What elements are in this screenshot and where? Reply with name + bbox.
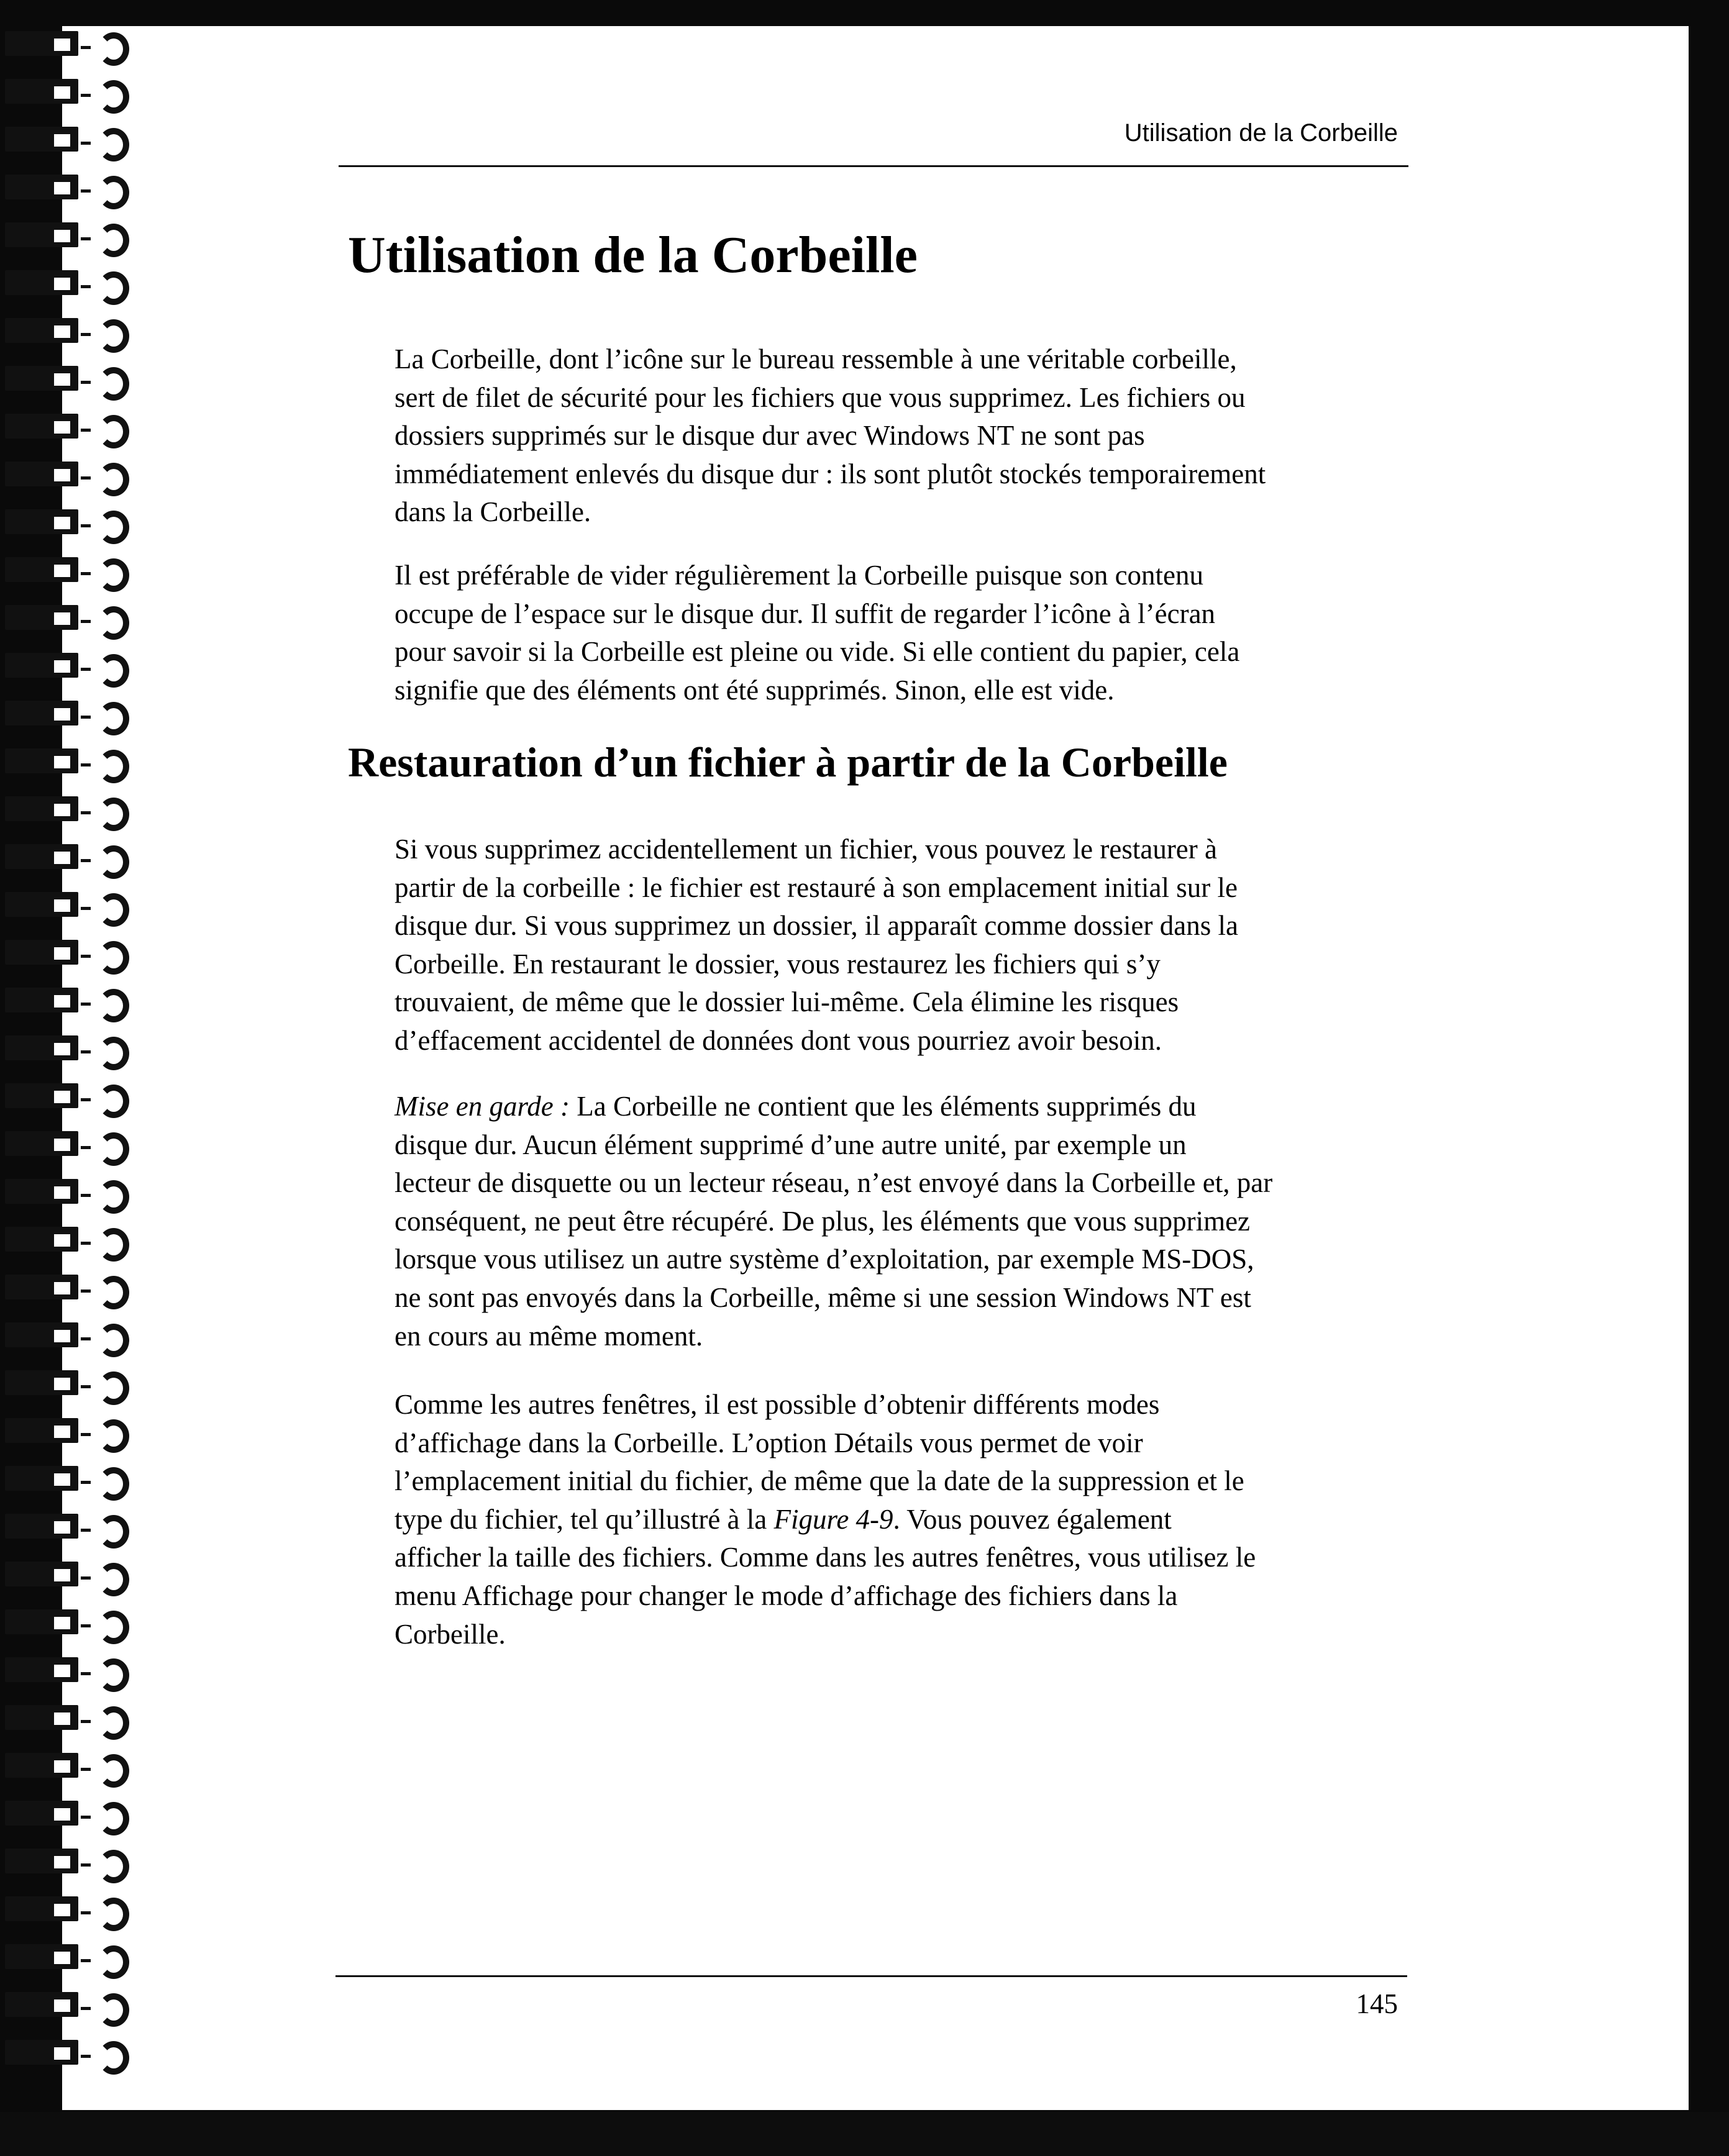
paragraph-intro xyxy=(395,340,1401,532)
paragraph-restore xyxy=(395,830,1401,1060)
paragraph-display-modes xyxy=(395,1386,1401,1653)
paragraph-line: Corbeille. xyxy=(395,1618,506,1650)
paragraph-line: Il est préférable de vider régulièrement la Corbeille puisque son contenu xyxy=(395,560,1204,591)
binding-ring xyxy=(0,414,143,440)
binding-ring xyxy=(0,844,143,870)
binding-ring xyxy=(0,1131,143,1157)
binding-ring xyxy=(0,1370,143,1396)
paragraph-line: trouvaient, de même que le dossier lui-même. Cela élimine les risques xyxy=(395,986,1179,1018)
binding-ring xyxy=(0,605,143,631)
page-title: Utilisation de la Corbeille xyxy=(348,226,918,284)
paragraph-line: La Corbeille, dont l’icône sur le bureau ressemble à une véritable corbeille, xyxy=(395,343,1237,375)
binding-ring xyxy=(0,1275,143,1301)
binding-ring xyxy=(0,1896,143,1922)
binding-ring xyxy=(0,31,143,57)
binding-ring xyxy=(0,1705,143,1731)
figure-line-pre: type du fichier, tel qu’illustré à la xyxy=(395,1503,774,1535)
paragraph-line: Comme les autres fenêtres, il est possible d’obtenir différents modes xyxy=(395,1389,1160,1420)
page-number: 145 xyxy=(1356,1988,1398,2019)
binding-ring xyxy=(0,270,143,296)
binding-ring xyxy=(0,892,143,918)
caution-remaining-lines xyxy=(395,1126,1401,1356)
paragraph-line: d’effacement accidentel de données dont vous pourriez avoir besoin. xyxy=(395,1024,1162,1056)
paragraph-line: occupe de l’espace sur le disque dur. Il suffit de regarder l’icône à l’écran xyxy=(395,598,1216,629)
binding-ring xyxy=(0,222,143,248)
binding-ring xyxy=(0,509,143,535)
section-title: Restauration d’un fichier à partir de la Corbeille xyxy=(348,739,1228,786)
display-modes-lines-after xyxy=(395,1539,1401,1653)
binding-ring xyxy=(0,557,143,583)
binding-ring xyxy=(0,79,143,105)
paragraph-line: disque dur. Si vous supprimez un dossier, il apparaît comme dossier dans la xyxy=(395,910,1238,942)
spiral-binding xyxy=(0,31,143,2099)
binding-ring xyxy=(0,1035,143,1062)
running-header: Utilisation de la Corbeille xyxy=(1124,119,1398,147)
binding-ring xyxy=(0,940,143,966)
binding-ring xyxy=(0,1562,143,1588)
paragraph-line: dans la Corbeille. xyxy=(395,496,591,528)
paragraph-line: en cours au même moment. xyxy=(395,1320,703,1352)
binding-ring xyxy=(0,2040,143,2066)
paragraph-line: l’emplacement initial du fichier, de même que la date de la suppression et le xyxy=(395,1465,1244,1497)
paragraph-line: afficher la taille des fichiers. Comme dans les autres fenêtres, vous utilisez le xyxy=(395,1542,1256,1573)
binding-ring xyxy=(0,1418,143,1444)
paragraph-line: ne sont pas envoyés dans la Corbeille, même si une session Windows NT est xyxy=(395,1281,1251,1313)
binding-ring xyxy=(0,1179,143,1205)
binding-ring xyxy=(0,318,143,344)
binding-ring xyxy=(0,1657,143,1683)
binding-ring xyxy=(0,1466,143,1492)
binding-ring xyxy=(0,462,143,488)
footer-rule xyxy=(335,1975,1407,1977)
binding-ring xyxy=(0,1849,143,1875)
paragraph-line: lecteur de disquette ou un lecteur réseau, n’est envoyé dans la Corbeille et, par xyxy=(395,1167,1273,1199)
binding-ring xyxy=(0,1753,143,1779)
caution-first-line xyxy=(395,1088,1401,1126)
display-modes-lines-before xyxy=(395,1386,1401,1501)
binding-ring xyxy=(0,653,143,679)
scan-bottom-edge xyxy=(0,2112,1729,2156)
paragraph-line: partir de la corbeille : le fichier est restauré à son emplacement initial sur le xyxy=(395,871,1238,903)
paragraph-line: dossiers supprimés sur le disque dur avec Windows NT ne sont pas xyxy=(395,420,1145,452)
binding-ring xyxy=(0,1322,143,1349)
binding-ring xyxy=(0,1992,143,2018)
binding-ring xyxy=(0,1514,143,1540)
figure-reference-line xyxy=(395,1501,1401,1539)
binding-ring xyxy=(0,127,143,153)
binding-ring xyxy=(0,1227,143,1253)
paragraph-line: d’affichage dans la Corbeille. L’option Détails vous permet de voir xyxy=(395,1427,1143,1458)
binding-ring xyxy=(0,1083,143,1109)
binding-ring xyxy=(0,1609,143,1635)
paragraph-line: menu Affichage pour changer le mode d’affichage des fichiers dans la xyxy=(395,1580,1178,1611)
figure-line-post: . Vous pouvez également xyxy=(893,1503,1172,1535)
paragraph-caution xyxy=(395,1088,1401,1355)
paragraph-line: lorsque vous utilisez un autre système d’exploitation, par exemple MS-DOS, xyxy=(395,1244,1254,1275)
paragraph-line: signifie que des éléments ont été supprimés. Sinon, elle est vide. xyxy=(395,674,1115,706)
paragraph-line: Corbeille. En restaurant le dossier, vous restaurez les fichiers qui s’y xyxy=(395,948,1161,980)
paragraph-line: pour savoir si la Corbeille est pleine ou vide. Si elle contient du papier, cela xyxy=(395,636,1240,668)
figure-reference: Figure 4-9 xyxy=(773,1503,893,1535)
paragraph-line: Si vous supprimez accidentellement un fichier, vous pouvez le restaurer à xyxy=(395,834,1217,865)
caution-first-line-text: La Corbeille ne contient que les éléments supprimés du xyxy=(570,1091,1197,1122)
header-rule xyxy=(339,165,1408,167)
binding-ring xyxy=(0,1944,143,1970)
caution-label: Mise en garde : xyxy=(395,1091,570,1122)
paragraph-line: sert de filet de sécurité pour les fichiers que vous supprimez. Les fichiers ou xyxy=(395,381,1246,413)
paragraph-line: conséquent, ne peut être récupéré. De plus, les éléments que vous supprimez xyxy=(395,1205,1251,1237)
binding-ring xyxy=(0,175,143,201)
paragraph-emptying xyxy=(395,557,1401,709)
binding-ring xyxy=(0,988,143,1014)
paragraph-line: disque dur. Aucun élément supprimé d’une autre unité, par exemple un xyxy=(395,1129,1187,1160)
book-page xyxy=(62,26,1689,2110)
binding-ring xyxy=(0,748,143,775)
binding-ring xyxy=(0,366,143,392)
binding-ring xyxy=(0,796,143,822)
paragraph-line: immédiatement enlevés du disque dur : ils sont plutôt stockés temporairement xyxy=(395,458,1266,489)
binding-ring xyxy=(0,1801,143,1827)
binding-ring xyxy=(0,701,143,727)
